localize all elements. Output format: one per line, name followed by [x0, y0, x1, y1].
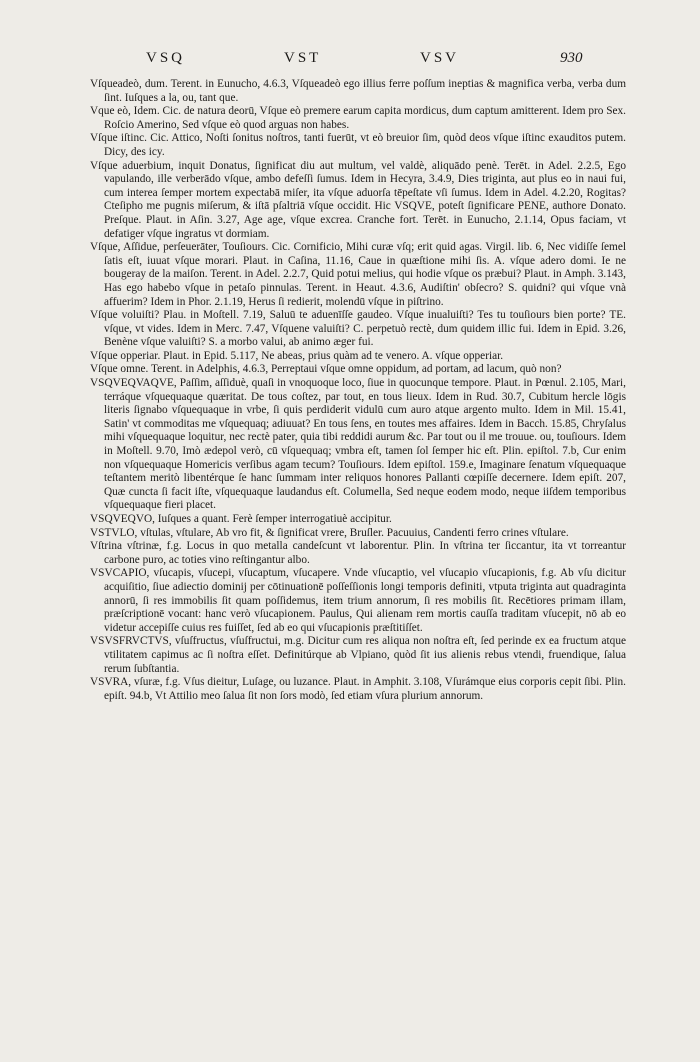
- running-header: [0, 50, 700, 72]
- entry-ususfructus: VSVSFRVCTVS, vſuſfructus, vſuſfructui, m.g. Dicitur cum res aliqua non noſtra eſt, ſed perinde ex ea fructum atque vtilitatem capimus ac ſi noſtra eſſet. Definitúrque ab Vlpiano, quòd ſit ius alienis rebus vtendi, fruendique, ſalua rerum ſubſtantia.: [90, 635, 626, 675]
- entry-usquequaque: VSQVEQVAQVE, Paſſim, aſſiduè, quaſi in vnoquoque loco, ſiue in quocunque tempore. Plaut. in Pœnul. 2.105, Mari, terráque vſquequaque quæritat. De tous coſtez, par tout, en tous lieux. Idem in Rud. 30.7, Cubitum hercle lōgis literis ſignabo vſquequaque in vrbe, ſi quis perdiderit vidulū cum auro atque argento multo. Idem in Mil. 15.41, Satin' vt commoditas me vſquequaq; adiuuat? En tous ſens, en toutes mes affaires. Idem in Bacch. 15.85, Chryſalus mihi vſquequaque loquitur, nec rectè pater, quia tibi reddidi aurum &c. Par tout ou il me trouue. ou, touſiours. Idem in Moſtell. 9.70, Imò ædepol verò, cū vſquequaq; vmbra eſt, tamen ſol ſemper hic eſt. Plin. epiſtol. 7.b, Cur enim non vſquequaque Homericis verſibus agam tecum? Touſiours. Idem epiſtol. 159.e, Imaginare ſenatum vſquequaque teſtantem meritò libentérque ſe hanc ſummam inter reliquos honores Pallanti cœpiſſe decernere. Idem epiſt. 207, Quæ cuncta ſi facit iſte, vſquequaque laudandus eſt. Columella, Sed neque eodem modo, neque iiſdem temporibus vſquequaque fieri placet.: [90, 377, 626, 512]
- entry-usura: VSVRA, vſuræ, f.g. Vſus dieitur, Luſage, ou luzance. Plaut. in Amphit. 3.108, Vſurámque eius corporis cepit ſibi. Plin. epiſt. 94.b, Vt Attilio meo ſalua ſit non ſors modò, ſed etiam vſura plurium annorum.: [90, 676, 626, 702]
- entry-ustrina: Vſtrina vſtrinæ, f.g. Locus in quo metalla candeſcunt vt laborentur. Plin. In vſtrina ter ſiccantur, ita vt torreantur carbone puro, ac toties vino reſtingantur albo.: [90, 540, 626, 566]
- entry-usucapio: VSVCAPIO, vſucapis, vſucepi, vſucaptum, vſucapere. Vnde vſucaptio, vel vſucapio vſucapionis, f.g. Ab vſu dicitur acquiſitio, ſiue adiectio dominij per cōtinuationē poſſeſſionis longi temporis definiti, vtputa triginta aut quadraginta annorū, ſi res immobilis ſit quam poſſidemus, item trium annorum, ſi res mobilis ſit. Recētiores primam illam, præſcriptionē vocant: hanc verò vſucapionem. Paulus, Qui alienam rem mortis cauſſa traditam vſucepit, nō ab eo videtur accepiſſe cuius res fuiſſet, ſed ab eo qui vſucapionis præſtitiſſet.: [90, 567, 626, 634]
- entry-usque-adverbium: Vſque aduerbium, inquit Donatus, ſignificat diu aut multum, vel valdè, aliquādo penè. Terēt. in Adel. 2.2.5, Ego vapulando, ille verberādo vſque, ambo defeſſi ſumus. Idem in Hecyra, 3.4.9, Dies triginta, aut plus eo in naui fui, cum interea ſemper mortem expectabā miſer, ita vſque aduorſa tēpeſtate vſi ſumus. Idem in Adel. 4.2.20, Rogitas? Cteſipho me pugnis miſerum, & iſtā pſaltriā vſque occidit. Hic VSQVE, poteſt ſignificare PENE, authore Donato. Preſque. Plaut. in Aſin. 3.27, Age age, vſque excrea. Cranche fort. Terēt. in Eunucho, 2.1.14, Opus faciam, vt defatiger vſque ingratus vt dormiam.: [90, 159, 626, 240]
- dictionary-column: [90, 78, 626, 703]
- entry-ustulo: VSTVLO, vſtulas, vſtulare, Ab vro fit, & ſignificat vrere, Bruſler. Pacuuius, Candenti ferro crines vſtulare.: [90, 526, 569, 539]
- entry-usqueadeo: Vſqueadeò, dum. Terent. in Eunucho, 4.6.3, Vſqueadeò ego illius ferre poſſum ineptias & magnifica verba, verba dum ſint. Iuſques a la, ou, tant que.: [90, 78, 626, 104]
- header-left: VSQ: [146, 50, 186, 66]
- entry-usque-voluisti: Vſque voluiſti? Plau. in Moſtell. 7.19, Saluū te aduenīſſe gaudeo. Vſque inualuiſti? Tes tu touſiours bien porte? TE. vſque, vt vides. Idem in Merc. 7.47, Vſquene valuiſti? C. perpetuò rectè, dum quidem illic fui. Idem in Epid. 3.26, Benène vſque valuiſti? S. a morbo valui, ab animo æger fui.: [90, 309, 626, 349]
- entry-usque-istinc: Vſque iſtinc. Cic. Attico, Noſti ſonitus noſtros, tanti fuerūt, vt eò breuior ſim, quòd deos vſque iſtinc exauditos putem. Dicy, des icy.: [90, 132, 626, 158]
- entry-usque-opperiar: Vſque opperiar. Plaut. in Epid. 5.117, Ne abeas, prius quàm ad te venero. A. vſque opperiar.: [90, 349, 504, 362]
- page-number: 930: [560, 50, 583, 66]
- entry-usque-omne: Vſque omne. Terent. in Adelphis, 4.6.3, Perreptaui vſque omne oppidum, ad portam, ad lacum, quò non?: [90, 363, 562, 376]
- header-middle: VST: [284, 50, 322, 66]
- entry-usquequo: VSQVEQVO, Iuſques a quant. Ferè ſemper interrogatiuè accipitur.: [90, 513, 392, 525]
- entry-usque-assidue: Vſque, Aſſidue, perſeuerāter, Touſiours. Cic. Cornificio, Mihi curæ vſq; erit quid agas. Virgil. lib. 6, Nec vidiſſe ſemel ſatis eſt, iuuat vſque morari. Plaut. in Caſina, 11.16, Caue in quæſtione mihi ſis. A. vſque adero domi. Ie ne bougeray de la maiſon. Terent. in Adel. 2.2.7, Quid potui melius, qui hodie vſque os præbui? Plaut. in Amph. 3.143, Has ego habebo vſque in petaſo pinnulas. Terent. in Heaut. 4.3.6, Audiſtin' obſecro? S. quidni? qui vſque vnà affuerim? Idem in Phor. 2.1.19, Herus ſi redierit, molendū vſque in piſtrino.: [90, 241, 626, 308]
- header-right: VSV: [420, 50, 460, 66]
- entry-usque-eo: Vque eò, Idem. Cic. de natura deorū, Vſque eò premere earum capita mordicus, dum captum amitterent. Idem pro Sex. Roſcio Amerino, Sed vſque eò quod arguas non habes.: [90, 105, 626, 131]
